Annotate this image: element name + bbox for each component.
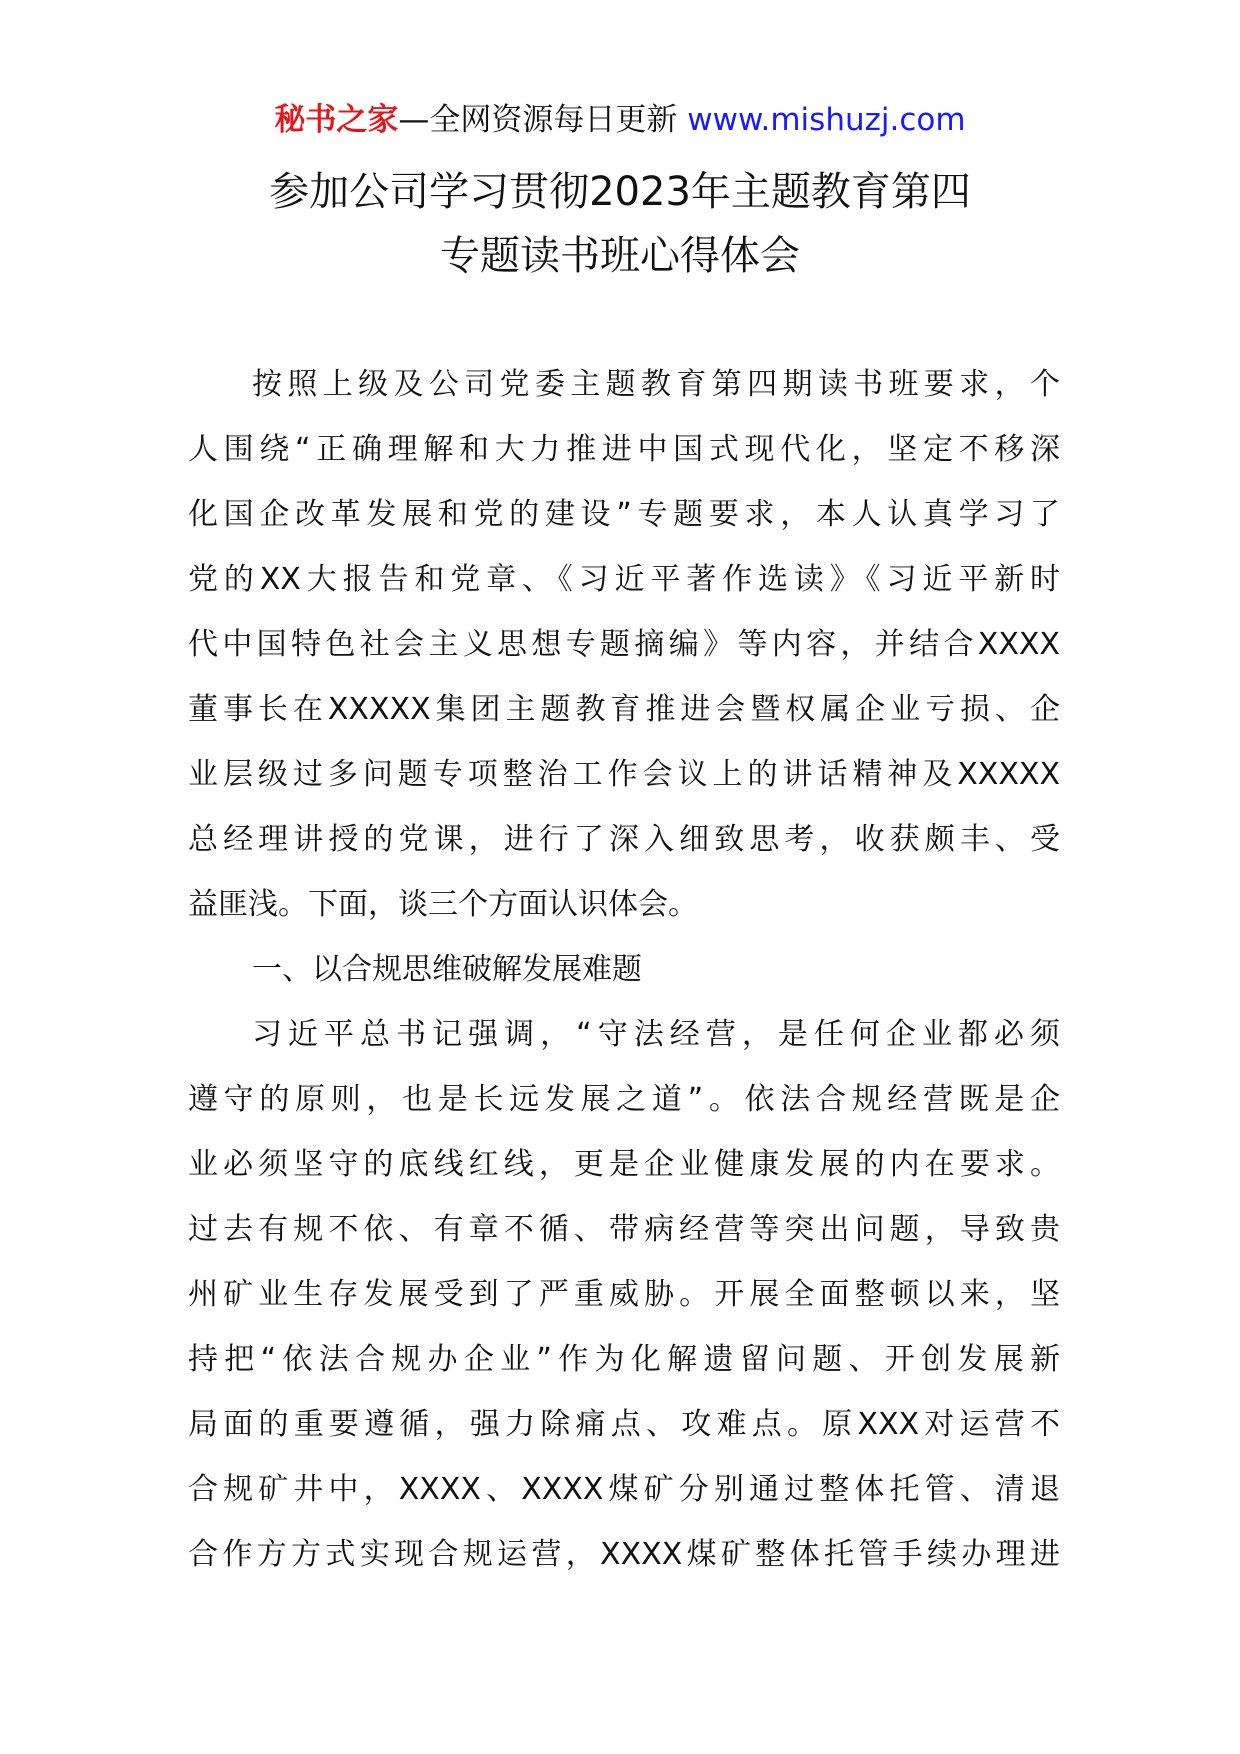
title-line: 参加公司学习贯彻2023年主题教育第四 (269, 169, 971, 215)
paragraph-line: 董事长在XXXXX集团主题教育推进会暨权属企业亏损、企 (188, 692, 1060, 727)
paragraph-line: 化国企改革发展和党的建设”专题要求，本人认真学习了 (188, 497, 1060, 532)
paragraph-line: 遵守的原则，也是长远发展之道”。依法合规经营既是企 (188, 1082, 1060, 1117)
paragraph-line: 持把“依法合规办企业”作为化解遗留问题、开创发展新 (188, 1342, 1060, 1377)
paragraph-line: 按照上级及公司党委主题教育第四期读书班要求，个 (252, 367, 1060, 402)
banner-tagline: —全网资源每日更新 (398, 102, 678, 138)
paragraph-line: 业层级过多问题专项整治工作会议上的讲话精神及XXXXX (188, 757, 1060, 792)
site-banner (0, 100, 1240, 140)
paragraph-line: 人围绕“正确理解和大力推进中国式现代化，坚定不移深 (188, 432, 1060, 467)
paragraph-line: 州矿业生存发展受到了严重威胁。开展全面整顿以来，坚 (188, 1277, 1060, 1312)
paragraph-line: 党的XX大报告和党章、《习近平著作选读》《习近平新时 (188, 562, 1060, 597)
site-url-link[interactable]: www.mishuzj.com (687, 102, 966, 138)
paragraph-line: 过去有规不依、有章不循、带病经营等突出问题，导致贵 (188, 1212, 1060, 1247)
paragraph-line: 合规矿井中，XXXX、XXXX煤矿分别通过整体托管、清退 (188, 1472, 1060, 1507)
paragraph-line: 习近平总书记强调，“守法经营，是任何企业都必须 (252, 1017, 1060, 1052)
brand-name: 秘书之家 (274, 102, 399, 138)
section-heading: 一、以合规思维破解发展难题 (252, 952, 642, 987)
document-body (188, 352, 1060, 1587)
paragraph-line: 业必须坚守的底线红线，更是企业健康发展的内在要求。 (188, 1147, 1060, 1182)
paragraph-line: 合作方方式实现合规运营，XXXX煤矿整体托管手续办理进 (188, 1537, 1060, 1572)
paragraph-line: 总经理讲授的党课，进行了深入细致思考，收获颇丰、受 (188, 822, 1060, 857)
paragraph-line: 代中国特色社会主义思想专题摘编》等内容，并结合XXXX (188, 627, 1060, 662)
paragraph-line: 局面的重要遵循，强力除痛点、攻难点。原XXX对运营不 (188, 1407, 1060, 1442)
paragraph-line: 益匪浅。下面，谈三个方面认识体会。 (188, 887, 698, 922)
document-title (100, 160, 1140, 288)
title-line: 专题读书班心得体会 (440, 233, 800, 279)
